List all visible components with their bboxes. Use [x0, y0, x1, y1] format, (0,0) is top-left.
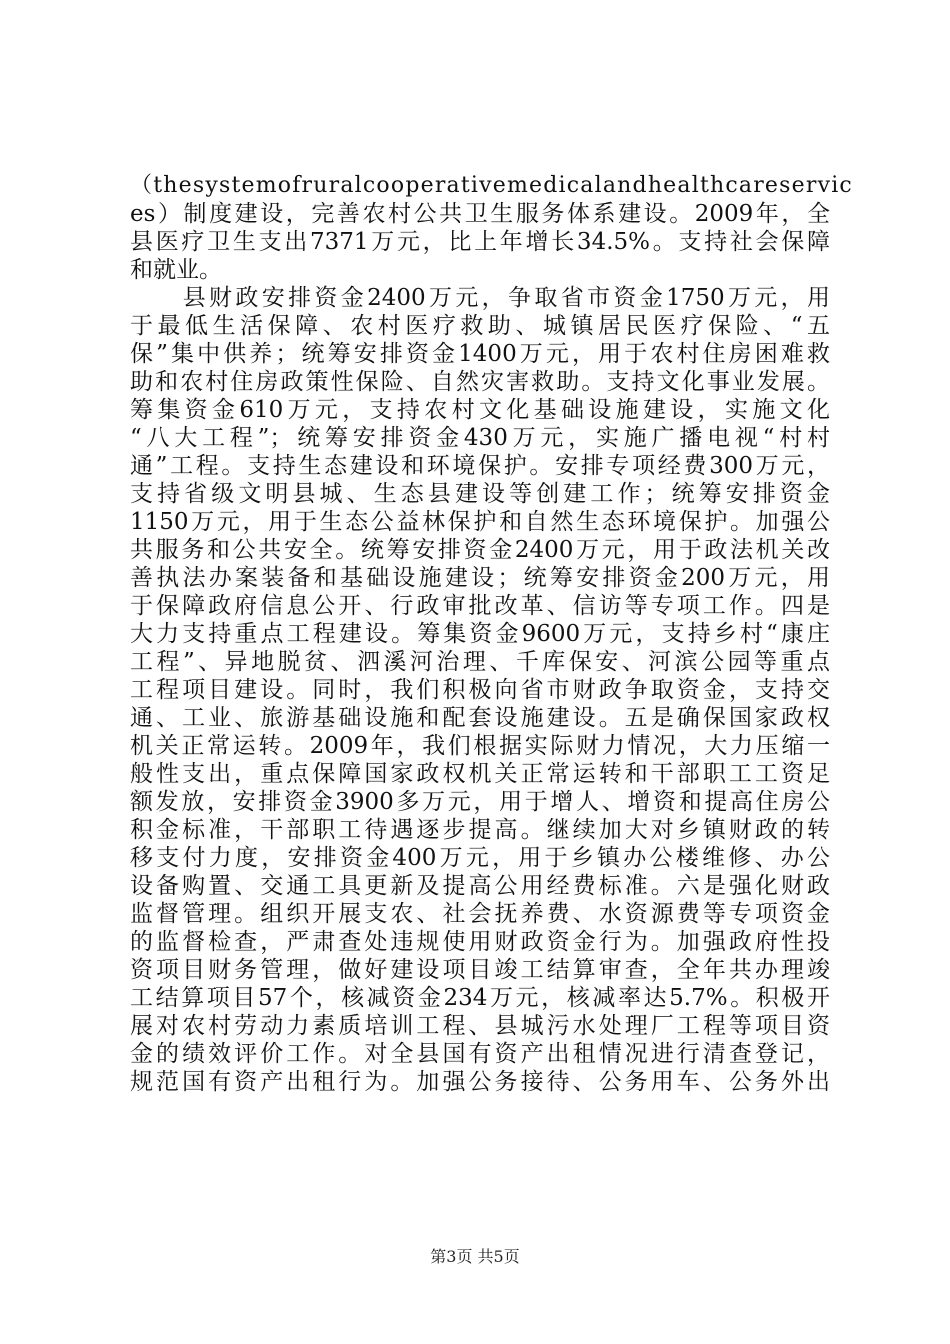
- text-line: 保”集中供养；统筹安排资金1400万元，用于农村住房困难救: [130, 341, 830, 367]
- text-line: 规范国有资产出租行为。加强公务接待、公务用车、公务外出: [130, 1069, 830, 1095]
- text-line: 展对农村劳动力素质培训工程、县城污水处理厂工程等项目资: [130, 1013, 830, 1039]
- text-line: “八大工程”；统筹安排资金430万元，实施广播电视“村村: [130, 425, 830, 451]
- text-line: 县医疗卫生支出7371万元，比上年增长34.5%。支持社会保障: [130, 229, 830, 255]
- text-line: 支持省级文明县城、生态县建设等创建工作；统筹安排资金: [130, 481, 830, 507]
- text-line: 筹集资金610万元，支持农村文化基础设施建设，实施文化: [130, 397, 830, 423]
- text-line: 大力支持重点工程建设。筹集资金9600万元，支持乡村“康庄: [130, 621, 830, 647]
- text-line: es）制度建设，完善农村公共卫生服务体系建设。2009年，全: [130, 201, 830, 227]
- text-line: 般性支出，重点保障国家政权机关正常运转和干部职工工资足: [130, 761, 830, 787]
- text-line: 额发放，安排资金3900多万元，用于增人、增资和提高住房公: [130, 789, 830, 815]
- text-line: 通”工程。支持生态建设和环境保护。安排专项经费300万元，: [130, 453, 830, 479]
- text-line: 监督管理。组织开展支农、社会抚养费、水资源费等专项资金: [130, 901, 830, 927]
- text-line: 善执法办案装备和基础设施建设；统筹安排资金200万元，用: [130, 565, 830, 591]
- text-line: 1150万元，用于生态公益林保护和自然生态环境保护。加强公: [130, 509, 830, 535]
- text-line: 于最低生活保障、农村医疗救助、城镇居民医疗保险、“五: [130, 313, 830, 339]
- text-line: 金的绩效评价工作。对全县国有资产出租情况进行清查登记，: [130, 1041, 830, 1067]
- text-line: 设备购置、交通工具更新及提高公用经费标准。六是强化财政: [130, 873, 830, 899]
- text-line: 县财政安排资金2400万元，争取省市资金1750万元，用: [130, 285, 830, 311]
- body-text: [130, 172, 853, 1096]
- text-line: 工结算项目57个，核减资金234万元，核减率达5.7%。积极开: [130, 985, 830, 1011]
- text-line: 通、工业、旅游基础设施和配套设施建设。五是确保国家政权: [130, 705, 830, 731]
- text-line: 机关正常运转。2009年，我们根据实际财力情况，大力压缩一: [130, 733, 830, 759]
- text-line: 于保障政府信息公开、行政审批改革、信访等专项工作。四是: [130, 593, 830, 619]
- text-line: 共服务和公共安全。统筹安排资金2400万元，用于政法机关改: [130, 537, 830, 563]
- page-footer: 第3页 共5页: [430, 1247, 520, 1266]
- text-line: 移支付力度，安排资金400万元，用于乡镇办公楼维修、办公: [130, 845, 830, 871]
- text-line: 工程”、异地脱贫、泗溪河治理、千库保安、河滨公园等重点: [130, 649, 830, 675]
- text-line: 助和农村住房政策性保险、自然灾害救助。支持文化事业发展。: [130, 369, 830, 395]
- text-line: 的监督检查，严肃查处违规使用财政资金行为。加强政府性投: [130, 929, 830, 955]
- text-line: 积金标准，干部职工待遇逐步提高。继续加大对乡镇财政的转: [130, 817, 830, 843]
- text-line: （thesystemofruralcooperativemedicalandhealthcareservic: [130, 173, 853, 198]
- text-line: 和就业。: [130, 257, 222, 283]
- text-line: 工程项目建设。同时，我们积极向省市财政争取资金，支持交: [130, 677, 830, 703]
- text-line: 资项目财务管理，做好建设项目竣工结算审查，全年共办理竣: [130, 957, 830, 983]
